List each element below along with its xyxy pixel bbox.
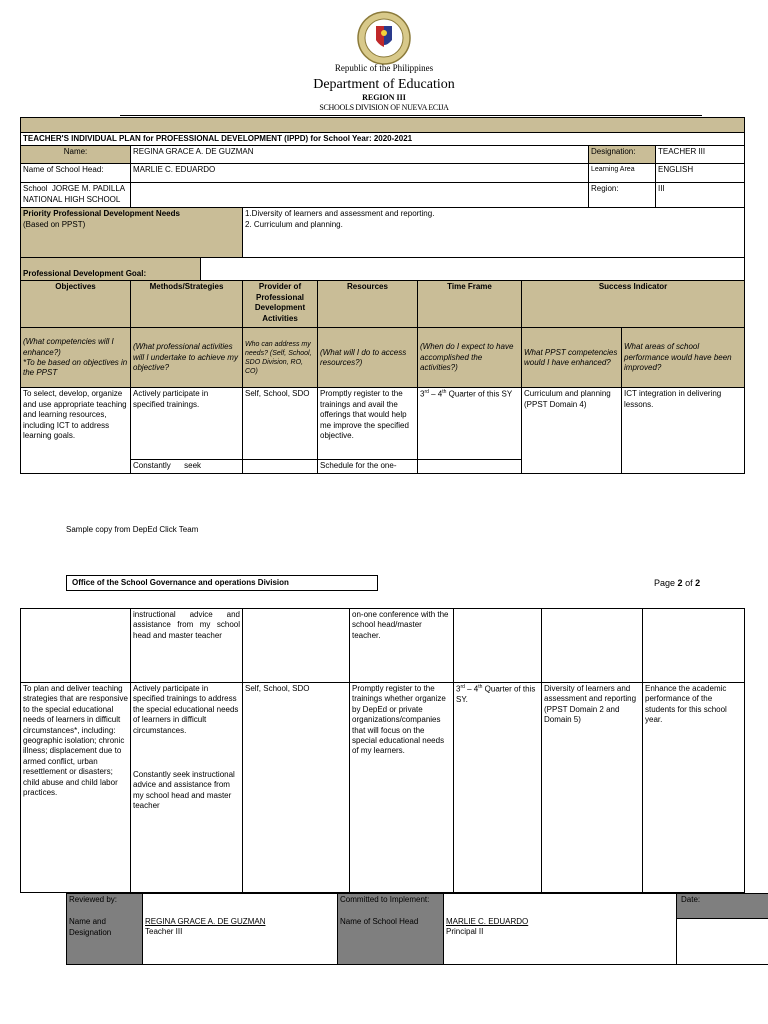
cont-provider: [243, 609, 350, 683]
row2-method-a: Actively participate in specified trainings to address the special educational needs of learners in difficult circumstances.: [133, 684, 239, 735]
head-title: Principal II: [446, 927, 484, 937]
ippd-table-page2: [20, 608, 745, 893]
committed-label-cell: [338, 894, 444, 965]
designation-label: Designation:: [589, 146, 656, 164]
row2-area: Enhance the academic performance of the students for this school year.: [643, 683, 745, 893]
row2-resource: Promptly register to the trainings whether organize by DepEd or private organizations/companies that will focus on the special educational needs of my learners.: [350, 683, 454, 893]
priority-need-1: 1.Diversity of learners and assessment and reporting.: [245, 209, 435, 219]
row1-resource-b: Schedule for the one-: [318, 460, 418, 473]
page-current: 2: [677, 578, 683, 588]
col-resources: Resources: [318, 281, 418, 328]
page-of: of: [685, 578, 693, 588]
sub-provider: Who can address my needs? (Self, School, SDO Division, RO, CO): [243, 328, 318, 388]
row2-method-b: Constantly seek instructional advice and assistance from my school head and master teacher: [133, 769, 235, 811]
row1-objective: To select, develop, organize and use appropriate teaching and learning resources, including ICT to address learning goals.: [21, 388, 131, 473]
sub-objectives-q: (What competencies will I enhance?): [23, 337, 114, 357]
pd-goal-label: Professional Development Goal:: [21, 258, 201, 281]
school-name-cell: [21, 183, 131, 208]
ippd-table-page1: [20, 117, 745, 474]
row2-objective: To plan and deliver teaching strategies that are responsive to the special educational needs of learners in difficult circumstances*, including: geographic isolation; chronic illness; displacement due to armed conflict, urban resettlement or disasters; child abuse and child labor practices.: [21, 683, 131, 893]
sub-success-q2: What areas of school performance would have been improved?: [622, 328, 745, 388]
name-label: Name:: [21, 146, 131, 164]
priority-needs-sub: (Based on PPST): [23, 219, 86, 229]
reviewed-label-cell: [67, 894, 143, 965]
region-text: REGION III: [362, 93, 406, 102]
name-value: REGINA GRACE A. DE GUZMAN: [131, 146, 589, 164]
sub-resources: (What will I do to access resources?): [318, 328, 418, 388]
reviewer-cell: [143, 894, 338, 965]
row1-provider: Self, School, SDO: [243, 388, 318, 460]
department-title: Department of Education: [313, 77, 455, 92]
sample-copy-text: Sample copy from DepEd Click Team: [66, 525, 199, 534]
plan-title: TEACHER'S INDIVIDUAL PLAN for PROFESSIONAL DEVELOPMENT (IPPD) for School Year: 2020-2021: [21, 133, 745, 146]
priority-needs-value: [243, 208, 745, 258]
date-cell: [677, 894, 768, 965]
row1-method-b: Constantly seek: [131, 460, 243, 473]
row1-timeframe-b: [418, 460, 522, 473]
col-timeframe: Time Frame: [418, 281, 522, 328]
office-box: Office of the School Governance and operations Division: [66, 575, 378, 591]
row1-method-a: Actively participate in specified trainings.: [131, 388, 243, 460]
header-rule: [120, 115, 702, 116]
date-label: Date:: [677, 894, 768, 919]
republic-text: Republic of the Philippines: [334, 63, 434, 73]
page-total: 2: [695, 578, 701, 588]
sub-timeframe: (When do I expect to have accomplished the activities?): [418, 328, 522, 388]
region-value: III: [656, 183, 745, 208]
region-label: Region:: [589, 183, 656, 208]
sub-methods: (What professional activities will I undertake to achieve my objective?: [131, 328, 243, 388]
school-head-value: MARLIE C. EDUARDO: [131, 164, 589, 183]
col-success: Success Indicator: [522, 281, 745, 328]
col-methods: Methods/Strategies: [131, 281, 243, 328]
sub-success-q1: What PPST competencies would I have enhanced?: [522, 328, 622, 388]
row1-area: ICT integration in delivering lessons.: [622, 388, 745, 473]
cont-area: [643, 609, 745, 683]
row2-provider: Self, School, SDO: [243, 683, 350, 893]
row1-timeframe: 3rd – 4th Quarter of this SY: [418, 388, 522, 460]
col-provider: Provider of Professional Development Activities: [243, 281, 318, 328]
row1-provider-b: [243, 460, 318, 473]
row1-resource-a: Promptly register to the trainings and avail the offerings that would help me improve the specified objective.: [318, 388, 418, 460]
head-name: MARLIE C. EDUARDO: [446, 917, 529, 926]
signature-table: [66, 893, 768, 965]
division-text: SCHOOLS DIVISION OF NUEVA ECIJA: [319, 103, 449, 112]
page-number: [654, 578, 700, 588]
school-head-label: Name of School Head:: [21, 164, 131, 183]
row2-methods: [131, 683, 243, 893]
cont-method: instructional advice and assistance from my school head and master teacher: [131, 609, 243, 683]
learning-area-label: Learning Area: [589, 164, 656, 183]
pd-goal-value: [201, 258, 745, 281]
school-spacer: [131, 183, 589, 208]
learning-area-value: ENGLISH: [656, 164, 745, 183]
priority-needs-label: Priority Professional Development Needs: [23, 209, 180, 219]
cont-resource: on-one conference with the school head/master teacher.: [350, 609, 454, 683]
sub-objectives: [21, 328, 131, 388]
row2-competency: Diversity of learners and assessment and reporting (PPST Domain 2 and Domain 5): [542, 683, 643, 893]
reviewer-name: REGINA GRACE A. DE GUZMAN: [145, 917, 266, 926]
head-cell: [444, 894, 677, 965]
row2-timeframe: 3rd – 4th Quarter of this SY.: [454, 683, 542, 893]
head-name-label: Name of School Head: [340, 917, 419, 927]
name-designation-label: Name and Designation: [69, 917, 112, 937]
cont-timeframe: [454, 609, 542, 683]
cont-objective: [21, 609, 131, 683]
cont-competency: [542, 609, 643, 683]
priority-needs-label-cell: [21, 208, 243, 258]
col-objectives: Objectives: [21, 281, 131, 328]
reviewer-title: Teacher III: [145, 927, 183, 937]
designation-value: TEACHER III: [656, 146, 745, 164]
reviewed-label: Reviewed by:: [69, 895, 118, 904]
deped-seal-logo: [352, 10, 416, 66]
school-value: JORGE M. PADILLA NATIONAL HIGH SCHOOL: [23, 184, 125, 204]
priority-need-2: 2. Curriculum and planning.: [245, 219, 343, 229]
sub-objectives-note: *To be based on objectives in the PPST: [23, 357, 128, 378]
page-label: Page: [654, 578, 676, 588]
top-band: [21, 118, 745, 133]
row1-competency: Curriculum and planning (PPST Domain 4): [522, 388, 622, 473]
committed-label: Committed to Implement:: [340, 895, 430, 904]
school-label: School: [23, 184, 48, 194]
